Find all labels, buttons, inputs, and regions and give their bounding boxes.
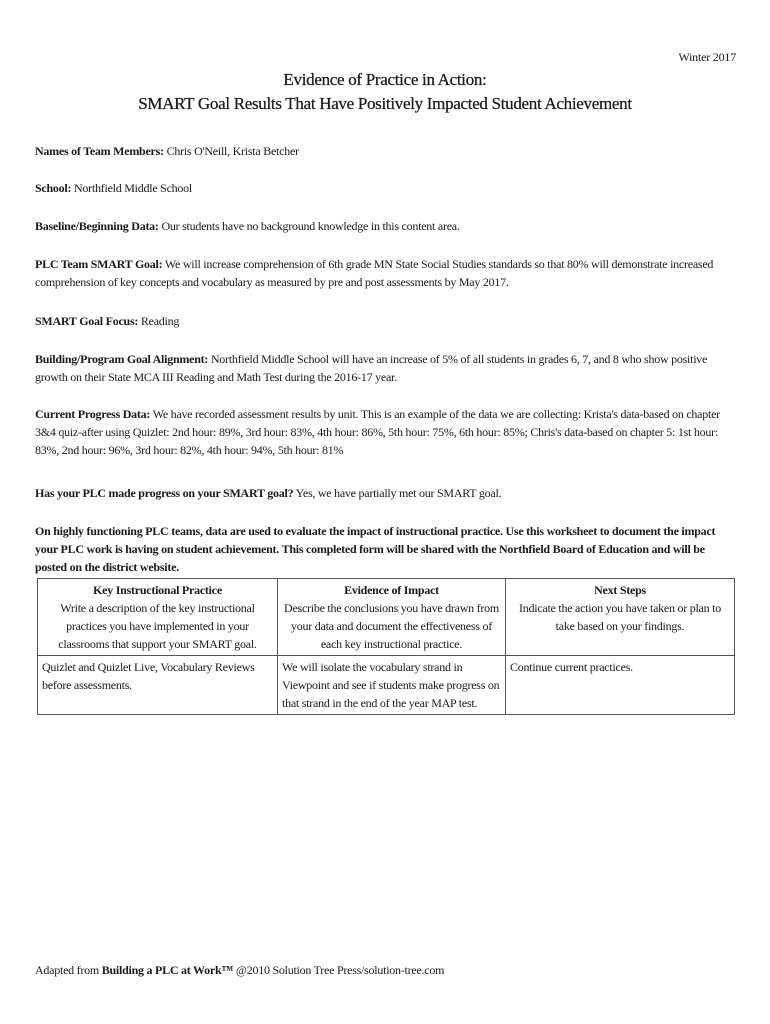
team-members-field — [35, 142, 737, 160]
column-description: Write a description of the key instructional practices you have implemented in your classrooms that support your SMART goal. — [58, 601, 257, 651]
column-description: Describe the conclusions you have drawn from your data and document the effectiveness of each key instructional practice. — [284, 601, 499, 651]
header-cell-next-steps — [506, 579, 735, 656]
table-cell: Quizlet and Quizlet Live, Vocabulary Reviews before assessments. — [38, 656, 278, 715]
column-heading: Key Instructional Practice — [93, 583, 222, 597]
school-label: School: — [35, 181, 72, 195]
header-cell-evidence — [278, 579, 506, 656]
table-header-row — [38, 579, 735, 656]
table-cell: Continue current practices. — [506, 656, 735, 715]
document-title-line-2: SMART Goal Results That Have Positively Impacted Student Achievement — [138, 94, 632, 113]
footer-suffix: @2010 Solution Tree Press/solution-tree.com — [233, 963, 445, 977]
column-heading: Next Steps — [594, 583, 646, 597]
footer-book-title: Building a PLC at Work™ — [101, 963, 234, 977]
goal-focus-label: SMART Goal Focus: — [35, 314, 139, 328]
team-members-label: Names of Team Members: — [35, 144, 164, 158]
footer-citation — [35, 963, 444, 978]
smart-goal-label: PLC Team SMART Goal: — [35, 257, 163, 271]
team-members-value: Chris O'Neill, Krista Betcher — [166, 144, 299, 158]
baseline-label: Baseline/Beginning Data: — [35, 219, 159, 233]
document-date: Winter 2017 — [678, 50, 736, 64]
goal-focus-value: Reading — [140, 314, 180, 328]
practice-table — [37, 578, 735, 715]
column-description: Indicate the action you have taken or plan to take based on your findings. — [518, 601, 721, 633]
progress-question-label: Has your PLC made progress on your SMART goal? — [35, 486, 294, 500]
progress-data-label: Current Progress Data: — [35, 407, 151, 421]
column-heading: Evidence of Impact — [344, 583, 439, 597]
school-value: Northfield Middle School — [74, 181, 192, 195]
goal-focus-field — [35, 312, 737, 330]
table-row — [38, 656, 735, 715]
goal-alignment-value: Northfield Middle School will have an increase of 5% of all students in grades 6, 7, and 8 who show positive growth on their State MCA III Reading and Math Test during the 2016-17 year. — [35, 352, 708, 384]
document-title-line-1: Evidence of Practice in Action: — [283, 70, 487, 89]
instructions-paragraph: On highly functioning PLC teams, data are used to evaluate the impact of instructional practice. Use this worksheet to document the impact your PLC work is having on student achievement. This completed form will be shared with the Northfield Board of Education and will be posted on the district website. — [35, 524, 716, 574]
progress-data-field — [35, 405, 737, 459]
header-cell-practice — [38, 579, 278, 656]
goal-alignment-label: Building/Program Goal Alignment: — [35, 352, 209, 366]
footer-prefix: Adapted from — [35, 963, 102, 977]
smart-goal-value: We will increase comprehension of 6th grade MN State Social Studies standards so that 80% will demonstrate increased comprehension of key concepts and vocabulary as measured by pre and post assessments by May 2017. — [35, 257, 714, 289]
progress-data-value: We have recorded assessment results by unit. This is an example of the data we are collecting: Krista's data-based on chapter 3&4 quiz-after using Quizlet: 2nd hour: 89%, 3rd hour: 83%, 4th hour: 86%, 5th hour: 75%, 6th hour: 85%; Chris's data-based on chapter 5: 1st hour: 83%, 2nd hour: 96%, 3rd hour: 82%, 4th hour: 94%, 5th hour: 81% — [35, 407, 720, 457]
school-field — [35, 179, 737, 197]
baseline-value: Our students have no background knowledge in this content area. — [161, 219, 460, 233]
goal-alignment-field — [35, 350, 737, 386]
progress-question-field — [35, 484, 737, 502]
baseline-field — [35, 217, 737, 235]
table-cell: We will isolate the vocabulary strand in Viewpoint and see if students make progress on that strand in the end of the year MAP test. — [278, 656, 506, 715]
smart-goal-field — [35, 255, 737, 291]
progress-question-value: Yes, we have partially met our SMART goal. — [295, 486, 502, 500]
